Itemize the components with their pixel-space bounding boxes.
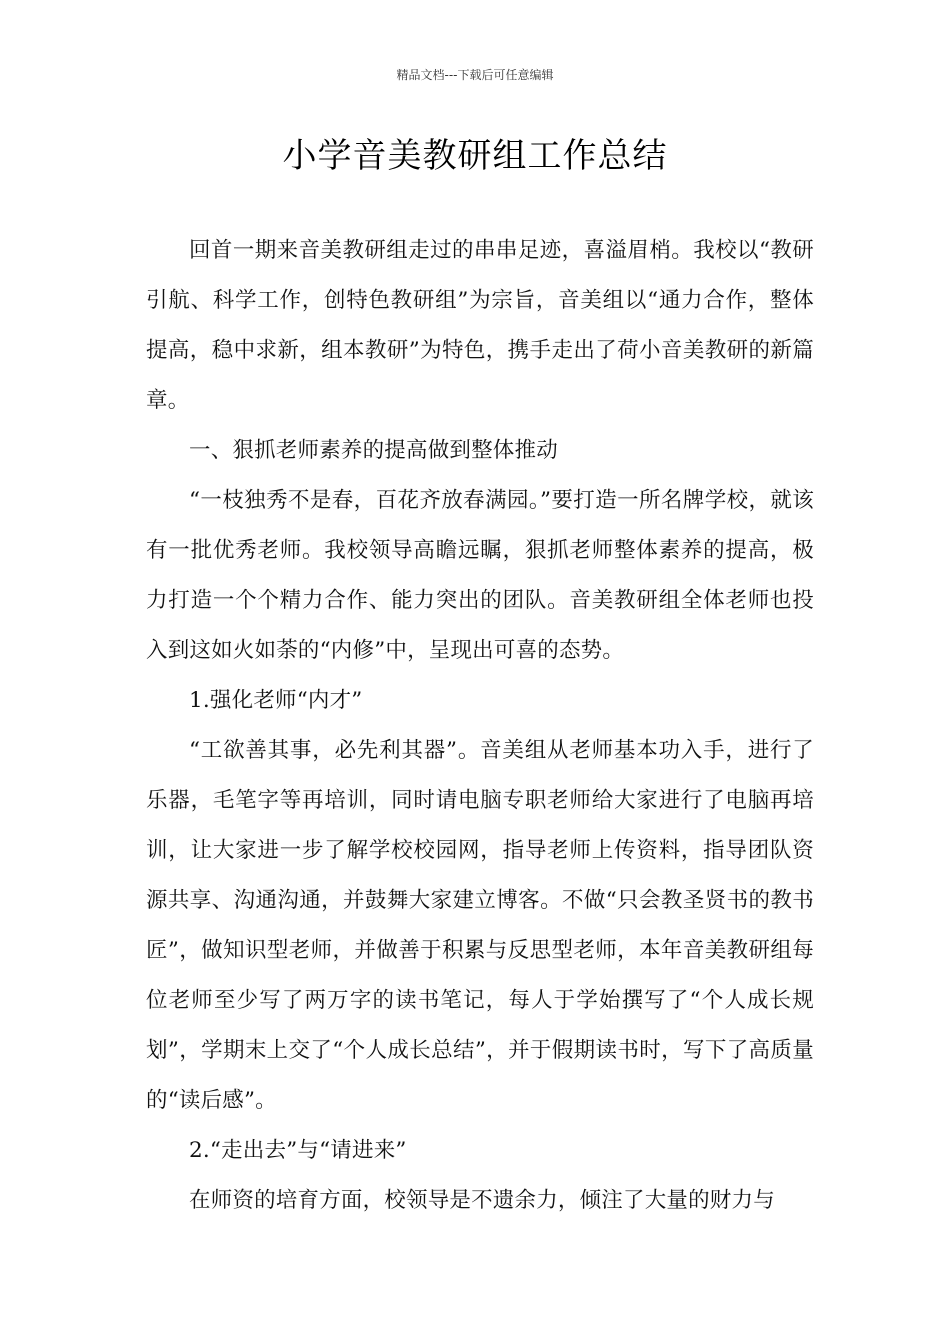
document-body (146, 226, 814, 1226)
document-title: 小学音美教研组工作总结 (282, 136, 668, 176)
header-note: 精品文档---下载后可任意编辑 (396, 68, 554, 82)
body-paragraph: “工欲善其事，必先利其器”。音美组从老师基本功入手，进行了乐器，毛笔字等再培训，同时请电脑专职老师给大家进行了电脑再培训，让大家进一步了解学校校园网，指导老师上传资料，指导团队资源共享、沟通沟通，并鼓舞大家建立博客。不做“只会教圣贤书的教书匠”，做知识型老师，并做善于积累与反思型老师，本年音美教研组每位老师至少写了两万字的读书笔记，每人于学始撰写了“个人成长规划”，学期末上交了“个人成长总结”，并于假期读书时，写下了高质量的“读后感”。 (146, 738, 814, 1113)
subsection-heading-2: 2.“走出去”与“请进来” (189, 1138, 407, 1163)
section-heading-1: 一、狠抓老师素养的提高做到整体推动 (189, 438, 558, 463)
body-paragraph: “一枝独秀不是春，百花齐放春满园。”要打造一所名牌学校，就该有一批优秀老师。我校领导高瞻远瞩，狠抓老师整体素养的提高，极力打造一个个精力合作、能力突出的团队。音美教研组全体老师也投入到这如火如荼的“内修”中，呈现出可喜的态势。 (146, 488, 814, 663)
intro-paragraph: 回首一期来音美教研组走过的串串足迹，喜溢眉梢。我校以“教研引航、科学工作，创特色教研组”为宗旨，音美组以“通力合作，整体提高，稳中求新，组本教研”为特色，携手走出了荷小音美教研的新篇章。 (146, 238, 814, 413)
body-paragraph: 在师资的培育方面，校领导是不遗余力，倾注了大量的财力与 (189, 1188, 775, 1213)
subsection-heading-1: 1.强化老师“内才” (189, 688, 363, 713)
